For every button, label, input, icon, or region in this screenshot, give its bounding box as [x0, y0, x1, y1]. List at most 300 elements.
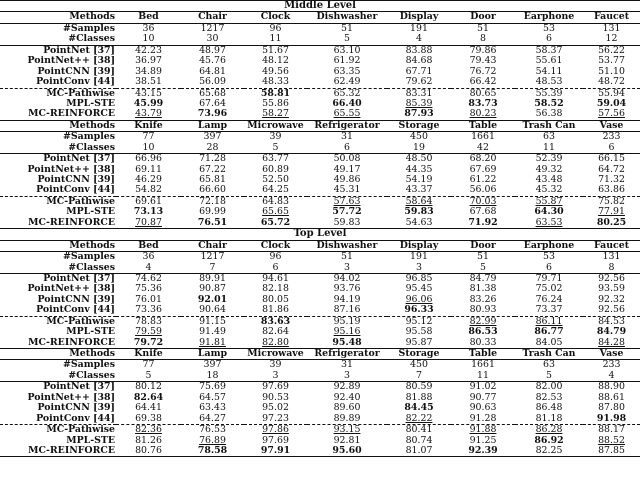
score-cell: 65.68: [181, 88, 244, 99]
score-cell: 64.27: [199, 413, 226, 424]
score-cell: 91.98: [596, 413, 627, 424]
score-cell: 69.38: [135, 413, 162, 424]
score-cell: 67.71: [405, 66, 433, 77]
category-header: Lamp: [181, 349, 244, 360]
score-cell: 75.69: [181, 382, 244, 393]
score-cell: 95.58: [405, 327, 433, 338]
category-header: Door: [451, 12, 515, 23]
score-cell: 63.77: [244, 154, 307, 165]
ours-row: [0, 99, 640, 109]
category-header: Earphone: [515, 12, 583, 23]
score-cell: 63.10: [307, 45, 387, 56]
score-cell: 42.23: [116, 45, 181, 56]
score-cell: 92.56: [583, 273, 640, 284]
score-cell: 70.03: [451, 196, 515, 207]
score-cell: 55.61: [535, 56, 563, 67]
category-header: Faucet: [583, 12, 640, 23]
classes-cell: 42: [477, 142, 489, 153]
ours-row: [0, 196, 640, 207]
score-cell: 63.43: [199, 403, 226, 414]
score-cell: 49.32: [535, 164, 563, 175]
score-cell: 64.72: [598, 164, 625, 175]
score-cell: 82.18: [262, 284, 289, 295]
score-cell: 84.79: [451, 273, 515, 284]
score-cell: 65.72: [260, 217, 291, 228]
score-cell: 88.17: [583, 425, 640, 436]
score-cell: 87.85: [583, 446, 640, 457]
level-title-row: [0, 229, 640, 240]
header-row: [0, 240, 640, 251]
score-cell: 94.61: [244, 273, 307, 284]
score-cell: 52.39: [515, 154, 583, 165]
category-header: Knife: [116, 349, 181, 360]
score-cell: 65.55: [333, 109, 361, 120]
classes-row: [0, 371, 640, 382]
category-header: Storage: [387, 349, 451, 360]
ours-row: [0, 446, 640, 457]
score-cell: 83.26: [469, 294, 497, 305]
score-cell: 75.82: [583, 196, 640, 207]
score-cell: 78.58: [181, 446, 244, 457]
score-cell: 82.80: [262, 337, 289, 348]
category-header: Table: [451, 120, 515, 131]
score-cell: 95.12: [387, 316, 451, 327]
score-cell: 57.63: [307, 196, 387, 207]
score-cell: 34.89: [135, 66, 162, 77]
score-cell: 92.01: [197, 294, 228, 305]
score-cell: 53.77: [598, 56, 625, 67]
score-cell: 76.72: [469, 66, 497, 77]
classes-cell: 5: [344, 34, 350, 45]
score-cell: 55.39: [515, 88, 583, 99]
method-name: PointCNN [39]: [37, 175, 115, 186]
classes-cell: 4: [416, 34, 422, 45]
method-name: PointNet [37]: [0, 45, 116, 56]
score-cell: 91.15: [181, 316, 244, 327]
score-cell: 45.76: [199, 56, 226, 67]
samples-cell: 96: [244, 252, 307, 263]
score-cell: 83.63: [244, 316, 307, 327]
samples-row: [0, 23, 640, 34]
score-cell: 80.25: [596, 217, 627, 228]
classes-cell: 8: [608, 262, 615, 273]
score-cell: 69.11: [135, 164, 162, 175]
score-cell: 44.35: [405, 164, 433, 175]
score-cell: 80.41: [387, 425, 451, 436]
score-cell: 91.88: [451, 425, 515, 436]
category-header: Refrigerator: [307, 349, 387, 360]
score-cell: 48.33: [262, 77, 289, 88]
baseline-row: [0, 382, 640, 393]
score-cell: 54.19: [405, 175, 433, 186]
score-cell: 72.18: [181, 196, 244, 207]
score-cell: 45.99: [133, 98, 164, 109]
baseline-row: [0, 284, 640, 294]
score-cell: 48.72: [598, 77, 625, 88]
score-cell: 71.28: [181, 154, 244, 165]
score-cell: 80.05: [262, 294, 289, 305]
score-cell: 94.19: [333, 294, 361, 305]
category-header: Microwave: [244, 349, 307, 360]
method-name: PointNet [37]: [0, 154, 116, 165]
category-header: Vase: [583, 349, 640, 360]
score-cell: 92.89: [307, 382, 387, 393]
category-header: Clock: [244, 12, 307, 23]
samples-label: #Samples: [0, 23, 116, 34]
samples-cell: 36: [116, 252, 181, 263]
score-cell: 92.56: [598, 305, 625, 316]
score-cell: 73.96: [197, 109, 228, 120]
score-cell: 49.17: [333, 164, 361, 175]
score-cell: 43.79: [135, 109, 162, 120]
score-cell: 75.36: [135, 284, 162, 295]
classes-cell: 11: [477, 370, 489, 381]
method-name: MC-Pathwise: [0, 88, 116, 99]
method-name: PointNet++ [38]: [27, 164, 115, 175]
score-cell: 87.80: [598, 403, 625, 414]
score-cell: 97.23: [262, 413, 289, 424]
method-name: PointNet++ [38]: [27, 284, 115, 295]
category-header: Clock: [244, 240, 307, 251]
score-cell: 58.81: [244, 88, 307, 99]
method-name: PointCNN [39]: [37, 66, 115, 77]
score-cell: 82.22: [405, 413, 433, 424]
classes-cell: 3: [416, 262, 422, 273]
score-cell: 88.52: [598, 435, 625, 446]
classes-cell: 28: [206, 142, 219, 153]
method-name: MPL-STE: [66, 98, 115, 109]
samples-cell: 397: [181, 132, 244, 143]
score-cell: 90.77: [469, 392, 497, 403]
score-cell: 78.83: [116, 316, 181, 327]
score-cell: 80.33: [469, 337, 497, 348]
score-cell: 65.81: [199, 175, 226, 186]
score-cell: 71.32: [598, 175, 625, 186]
methods-header: Methods: [0, 349, 116, 360]
score-cell: 76.89: [199, 435, 226, 446]
samples-label: #Samples: [0, 132, 116, 143]
samples-cell: 39: [244, 132, 307, 143]
category-header: Trash Can: [515, 349, 583, 360]
score-cell: 81.07: [387, 446, 451, 457]
category-header: Bed: [116, 240, 181, 251]
score-cell: 75.02: [535, 284, 563, 295]
samples-label: #Samples: [0, 360, 116, 371]
samples-row: [0, 132, 640, 143]
score-cell: 95.02: [262, 403, 289, 414]
score-cell: 43.48: [535, 175, 563, 186]
score-cell: 52.50: [262, 175, 289, 186]
score-cell: 81.18: [535, 413, 563, 424]
score-cell: 80.23: [469, 109, 497, 120]
score-cell: 94.02: [307, 273, 387, 284]
category-header: Vase: [583, 120, 640, 131]
classes-cell: 3: [344, 262, 350, 273]
samples-cell: 1217: [181, 23, 244, 34]
score-cell: 77.91: [598, 207, 625, 218]
samples-cell: 63: [515, 360, 583, 371]
score-cell: 48.53: [535, 77, 563, 88]
category-header: Earphone: [515, 240, 583, 251]
score-cell: 58.27: [262, 109, 289, 120]
classes-cell: 5: [546, 370, 552, 381]
score-cell: 82.64: [133, 392, 164, 403]
samples-cell: 39: [244, 360, 307, 371]
classes-cell: 4: [145, 262, 152, 273]
score-cell: 91.02: [451, 382, 515, 393]
category-header: Storage: [387, 120, 451, 131]
samples-cell: 51: [451, 252, 515, 263]
score-cell: 90.53: [262, 392, 289, 403]
score-cell: 54.11: [535, 66, 563, 77]
category-header: Chair: [181, 12, 244, 23]
score-cell: 56.09: [199, 77, 226, 88]
classes-label: #Classes: [68, 34, 115, 45]
score-cell: 64.81: [199, 66, 226, 77]
classes-label: #Classes: [68, 262, 115, 273]
score-cell: 59.83: [333, 217, 361, 228]
baseline-row: [0, 393, 640, 403]
score-cell: 66.96: [116, 154, 181, 165]
ours-row: [0, 109, 640, 120]
score-cell: 92.39: [451, 446, 515, 457]
score-cell: 86.48: [535, 403, 563, 414]
score-cell: 89.89: [333, 413, 361, 424]
score-cell: 76.51: [197, 217, 228, 228]
samples-cell: 450: [387, 132, 451, 143]
score-cell: 46.29: [135, 175, 162, 186]
classes-row: [0, 34, 640, 45]
samples-cell: 77: [116, 132, 181, 143]
method-name: PointNet [37]: [0, 273, 116, 284]
method-name: MPL-STE: [66, 327, 115, 338]
score-cell: 80.76: [116, 446, 181, 457]
score-cell: 86.28: [515, 425, 583, 436]
score-cell: 56.22: [583, 45, 640, 56]
category-header: Dishwasher: [307, 12, 387, 23]
score-cell: 84.79: [596, 327, 627, 338]
score-cell: 92.32: [598, 294, 625, 305]
category-header: Chair: [181, 240, 244, 251]
score-cell: 71.92: [468, 217, 498, 228]
score-cell: 82.00: [515, 382, 583, 393]
ours-row: [0, 88, 640, 99]
baseline-row: [0, 165, 640, 175]
score-cell: 55.87: [515, 196, 583, 207]
methods-header: Methods: [0, 12, 116, 23]
score-cell: 83.31: [387, 88, 451, 99]
samples-row: [0, 252, 640, 263]
samples-cell: 31: [307, 132, 387, 143]
score-cell: 97.69: [262, 435, 289, 446]
baseline-row: [0, 154, 640, 165]
category-header: Refrigerator: [307, 120, 387, 131]
samples-cell: 36: [116, 23, 181, 34]
classes-cell: 3: [344, 370, 350, 381]
score-cell: 86.77: [534, 327, 564, 338]
score-cell: 80.59: [387, 382, 451, 393]
method-name: MC-REINFORCE: [28, 337, 115, 348]
score-cell: 91.25: [469, 435, 497, 446]
score-cell: 79.72: [133, 337, 164, 348]
samples-cell: 131: [583, 252, 640, 263]
score-cell: 66.15: [583, 154, 640, 165]
method-name: PointConv [44]: [36, 305, 115, 316]
baseline-row: [0, 45, 640, 56]
results-table-body: [0, 1, 640, 457]
score-cell: 59.04: [596, 98, 627, 109]
score-cell: 64.25: [262, 185, 289, 196]
classes-cell: 6: [546, 262, 552, 273]
score-cell: 67.22: [199, 164, 226, 175]
score-cell: 64.41: [135, 403, 162, 414]
score-cell: 84.68: [405, 56, 433, 67]
method-name: MC-Pathwise: [0, 316, 116, 327]
classes-label: #Classes: [68, 370, 115, 381]
score-cell: 67.69: [469, 164, 497, 175]
classes-cell: 7: [209, 262, 216, 273]
score-cell: 82.64: [262, 327, 289, 338]
method-name: PointNet++ [38]: [27, 56, 115, 67]
score-cell: 79.86: [451, 45, 515, 56]
score-cell: 58.52: [534, 98, 564, 109]
score-cell: 88.61: [598, 392, 625, 403]
classes-cell: 30: [206, 34, 219, 45]
samples-cell: 191: [387, 23, 451, 34]
category-header: Door: [451, 240, 515, 251]
method-name: PointNet [37]: [0, 382, 116, 393]
classes-cell: 3: [272, 370, 279, 381]
classes-cell: 4: [608, 370, 615, 381]
category-header: Faucet: [583, 240, 640, 251]
score-cell: 54.82: [135, 185, 162, 196]
ours-row: [0, 327, 640, 337]
score-cell: 48.12: [262, 56, 289, 67]
score-cell: 54.63: [405, 217, 433, 228]
samples-cell: 31: [307, 360, 387, 371]
score-cell: 62.49: [333, 77, 361, 88]
baseline-row: [0, 56, 640, 66]
score-cell: 63.53: [535, 217, 563, 228]
baseline-row: [0, 273, 640, 284]
score-cell: 91.49: [199, 327, 226, 338]
category-header: Microwave: [244, 120, 307, 131]
methods-header: Methods: [0, 240, 116, 251]
score-cell: 69.61: [116, 196, 181, 207]
score-cell: 68.20: [451, 154, 515, 165]
score-cell: 48.97: [181, 45, 244, 56]
method-name: PointCNN [39]: [37, 294, 115, 305]
method-name: MC-Pathwise: [0, 196, 116, 207]
baseline-row: [0, 295, 640, 305]
score-cell: 81.38: [469, 284, 497, 295]
ours-row: [0, 338, 640, 349]
score-cell: 55.94: [583, 88, 640, 99]
classes-cell: 6: [608, 142, 615, 153]
score-cell: 96.33: [404, 305, 434, 316]
score-cell: 51.10: [598, 66, 625, 77]
samples-cell: 96: [244, 23, 307, 34]
baseline-row: [0, 403, 640, 413]
score-cell: 83.73: [468, 98, 498, 109]
classes-cell: 8: [480, 34, 486, 45]
score-cell: 61.22: [469, 175, 497, 186]
samples-cell: 53: [515, 23, 583, 34]
score-cell: 76.24: [535, 294, 563, 305]
category-header: Knife: [116, 120, 181, 131]
samples-row: [0, 360, 640, 371]
score-cell: 89.91: [181, 273, 244, 284]
samples-cell: 191: [387, 252, 451, 263]
score-cell: 63.35: [333, 66, 361, 77]
score-cell: 81.86: [262, 305, 289, 316]
score-cell: 95.48: [332, 337, 362, 348]
classes-cell: 6: [272, 262, 279, 273]
header-row: [0, 120, 640, 131]
score-cell: 81.26: [135, 435, 162, 446]
score-cell: 79.62: [405, 77, 433, 88]
score-cell: 96.85: [387, 273, 451, 284]
header-row: [0, 12, 640, 23]
score-cell: 60.89: [262, 164, 289, 175]
score-cell: 70.87: [135, 217, 162, 228]
method-name: PointConv [44]: [36, 413, 115, 424]
score-cell: 74.62: [116, 273, 181, 284]
classes-cell: 19: [413, 142, 425, 153]
score-cell: 80.65: [451, 88, 515, 99]
score-cell: 49.86: [333, 175, 361, 186]
classes-cell: 6: [344, 142, 350, 153]
score-cell: 66.42: [469, 77, 497, 88]
method-name: PointCNN [39]: [37, 403, 115, 414]
score-cell: 84.45: [404, 403, 434, 414]
method-name: MC-REINFORCE: [0, 446, 116, 457]
score-cell: 79.71: [515, 273, 583, 284]
samples-cell: 53: [515, 252, 583, 263]
score-cell: 85.39: [405, 98, 433, 109]
score-cell: 67.64: [199, 98, 226, 109]
score-cell: 84.05: [535, 337, 563, 348]
samples-cell: 77: [116, 360, 181, 371]
baseline-row: [0, 77, 640, 88]
method-name: MPL-STE: [66, 207, 115, 218]
score-cell: 80.12: [116, 382, 181, 393]
score-cell: 84.53: [583, 316, 640, 327]
score-cell: 67.68: [469, 207, 497, 218]
score-cell: 48.50: [387, 154, 451, 165]
score-cell: 79.59: [135, 327, 162, 338]
classes-cell: 10: [142, 142, 155, 153]
score-cell: 64.83: [244, 196, 307, 207]
samples-cell: 1661: [451, 360, 515, 371]
method-name: PointNet++ [38]: [27, 392, 115, 403]
samples-cell: 233: [583, 132, 640, 143]
score-cell: 89.60: [333, 403, 361, 414]
method-name: MC-Pathwise: [0, 425, 116, 436]
score-cell: 61.92: [333, 56, 361, 67]
classes-cell: 6: [546, 34, 552, 45]
score-cell: 86.53: [468, 327, 498, 338]
ours-row: [0, 218, 640, 229]
classes-cell: 5: [480, 262, 486, 273]
method-name: MPL-STE: [66, 435, 115, 446]
baseline-row: [0, 305, 640, 316]
classes-cell: 11: [269, 34, 282, 45]
method-name: MC-REINFORCE: [28, 109, 115, 120]
baseline-row: [0, 175, 640, 185]
score-cell: 83.88: [387, 45, 451, 56]
method-name: MC-REINFORCE: [28, 217, 115, 228]
